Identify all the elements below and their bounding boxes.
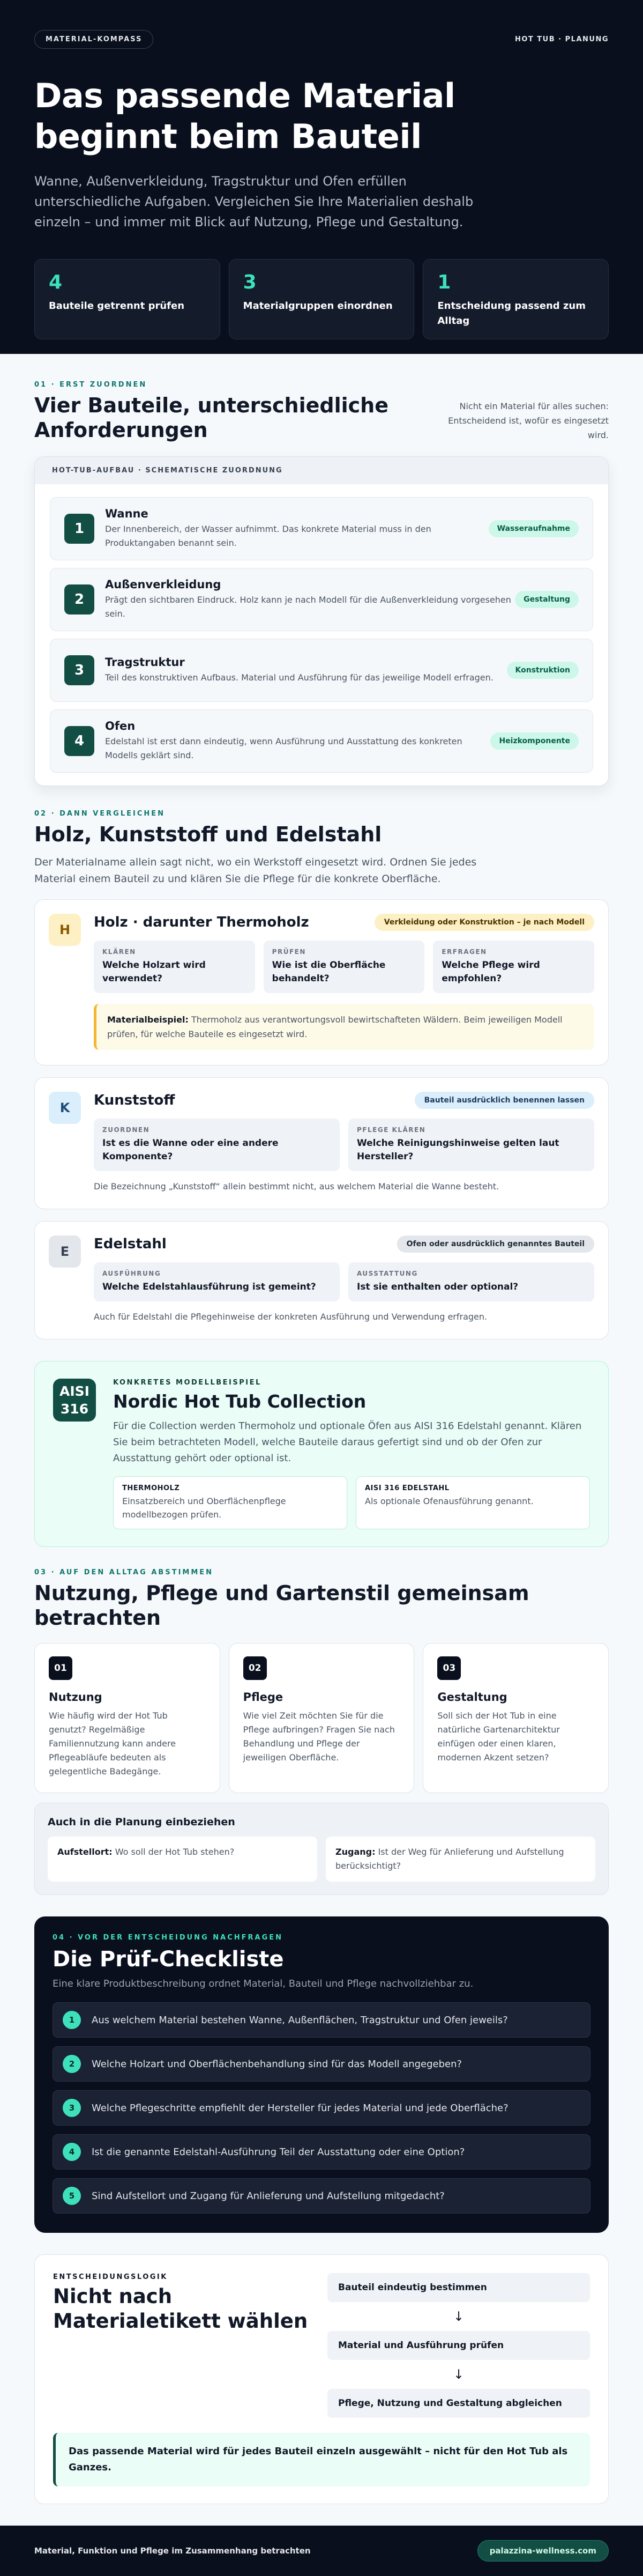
- checklist-item: [53, 2090, 590, 2126]
- checklist-number: 4: [63, 2143, 81, 2161]
- stat-label: Materialgruppen einordnen: [243, 300, 393, 312]
- model-title: Nordic Hot Tub Collection: [113, 1391, 367, 1412]
- components-panel: [34, 456, 609, 786]
- footer-text: Material, Funktion und Pflege im Zusammenhang betrachten: [34, 2546, 311, 2556]
- section-title: Holz, Kunststoff und Edelstahl: [34, 823, 382, 846]
- material-card-steel: [34, 1221, 609, 1339]
- checklist-number: 2: [63, 2055, 81, 2073]
- logic-eyebrow: ENTSCHEIDUNGSLOGIK: [53, 2273, 168, 2281]
- model-badge-line2: 316: [60, 1401, 89, 1417]
- material-name: Kunststoff: [94, 1092, 175, 1108]
- aspect-card: [423, 1643, 609, 1793]
- material-badge: H: [49, 914, 81, 946]
- material-note: Auch für Edelstahl die Pflegehinweise der konkreten Ausführung und Verwendung erfragen.: [94, 1312, 488, 1322]
- aspect-number: 01: [49, 1656, 72, 1680]
- component-desc: Der Innenbereich, der Wasser aufnimmt. Das konkrete Material muss in den Produktangaben benannt sein.: [105, 524, 431, 548]
- footer-domain-link[interactable]: palazzina-wellness.com: [477, 2540, 609, 2562]
- material-badge: E: [49, 1235, 81, 1268]
- component-tag: Konstruktion: [507, 662, 579, 679]
- stat-card: [423, 259, 609, 339]
- section-eyebrow: 01 · ERST ZUORDNEN: [34, 381, 147, 389]
- checklist-number: 5: [63, 2187, 81, 2205]
- material-name: Edelstahl: [94, 1236, 167, 1252]
- model-badge: [53, 1379, 96, 1422]
- section-eyebrow: 02 · DANN VERGLEICHEN: [34, 810, 166, 818]
- question-key: ERFRAGEN: [442, 948, 487, 956]
- model-info-value: Einsatzbereich und Oberflächenpflege modellbezogen prüfen.: [122, 1496, 286, 1520]
- component-row: [50, 497, 593, 560]
- component-tag: Heizkomponente: [490, 732, 579, 750]
- aspect-number: 03: [437, 1656, 461, 1680]
- checklist-item: [53, 2046, 590, 2082]
- question-value: Welche Pflege wird empfohlen?: [442, 960, 540, 984]
- question-value: Welche Edelstahlausführung ist gemeint?: [102, 1282, 316, 1292]
- question-value: Wie ist die Oberfläche behandelt?: [272, 960, 386, 984]
- planning-item-label: Aufstellort:: [57, 1847, 113, 1857]
- checklist-text: Ist die genannte Edelstahl-Ausführung Teil der Ausstattung oder eine Option?: [92, 2146, 465, 2158]
- aspect-text: Wie viel Zeit möchten Sie für die Pflege aufbringen? Fragen Sie nach Behandlung und Pflege der jeweiligen Oberfläche.: [243, 1711, 395, 1763]
- planning-box: [34, 1803, 609, 1895]
- component-desc: Prägt den sichtbaren Eindruck. Holz kann je nach Modell für die Außenverkleidung vorgesehen sein.: [105, 595, 511, 619]
- material-badge: K: [49, 1092, 81, 1124]
- question-box: [348, 1119, 594, 1171]
- section-title: Nutzung, Pflege und Gartenstil gemeinsam betrachten: [34, 1581, 529, 1630]
- material-tag: Ofen oder ausdrücklich genanntes Bauteil: [397, 1235, 594, 1253]
- planning-item-text: Ist der Weg für Anlieferung und Aufstellung berücksichtigt?: [335, 1847, 564, 1871]
- model-info-value: Als optionale Ofenausführung genannt.: [365, 1496, 534, 1506]
- model-badge-line1: AISI: [59, 1383, 89, 1399]
- component-name: Tragstruktur: [105, 656, 185, 669]
- question-key: PFLEGE KLÄREN: [357, 1126, 426, 1134]
- aspect-title: Gestaltung: [437, 1691, 507, 1704]
- section-title: Vier Bauteile, unterschiedliche Anforderungen: [34, 394, 388, 442]
- hero-badge: MATERIAL-KOMPASS: [34, 30, 153, 49]
- material-card-plastic: [34, 1077, 609, 1209]
- hero-tag: HOT TUB · PLANUNG: [514, 35, 609, 43]
- example-label: Materialbeispiel:: [107, 1015, 189, 1025]
- component-name: Wanne: [105, 507, 148, 520]
- section-note: Nicht ein Material für alles suchen: Entscheidend ist, wofür es eingesetzt wird.: [448, 401, 609, 440]
- flow-step: Pflege, Nutzung und Gestaltung abgleichen: [327, 2389, 590, 2418]
- material-example: [94, 1004, 594, 1050]
- component-name: Außenverkleidung: [105, 578, 221, 591]
- question-value: Ist es die Wanne oder eine andere Komponente?: [102, 1138, 279, 1162]
- component-row: [50, 709, 593, 773]
- stat-number: 1: [437, 271, 451, 293]
- planning-item: [326, 1837, 595, 1882]
- checklist-item: [53, 2134, 590, 2170]
- component-tag: Wasseraufnahme: [489, 520, 579, 537]
- question-box: [348, 1262, 594, 1301]
- component-tag: Gestaltung: [515, 591, 579, 608]
- material-name: Holz · darunter Thermoholz: [94, 914, 309, 930]
- stat-card: [229, 259, 415, 339]
- hero-lead: Wanne, Außenverkleidung, Tragstruktur und Ofen erfüllen unterschiedliche Aufgaben. Vergleichen Sie Ihre Materialien deshalb einzeln – und immer mit Blick auf Nutzung, Pflege und Gestaltung.: [34, 174, 474, 230]
- panel-title: HOT-TUB-AUFBAU · SCHEMATISCHE ZUORDNUNG: [35, 457, 608, 484]
- material-tag: Bauteil ausdrücklich benennen lassen: [415, 1092, 594, 1109]
- checklist-text: Sind Aufstellort und Zugang für Anlieferung und Aufstellung mitgedacht?: [92, 2190, 445, 2202]
- material-note: Die Bezeichnung „Kunststoff“ allein bestimmt nicht, aus welchem Material die Wanne besteht.: [94, 1181, 499, 1191]
- checklist-number: 1: [63, 2011, 81, 2029]
- aspect-text: Soll sich der Hot Tub in eine natürliche Gartenarchitektur einfügen oder einen klaren, modernen Akzent setzen?: [437, 1711, 560, 1763]
- question-box: [264, 941, 425, 993]
- question-value: Ist sie enthalten oder optional?: [357, 1282, 519, 1292]
- checklist-eyebrow: 04 · VOR DER ENTSCHEIDUNG NACHFRAGEN: [53, 1934, 283, 1942]
- model-example-card: [34, 1361, 609, 1547]
- checklist-text: Welche Pflegeschritte empfiehlt der Hersteller für jedes Material und jede Oberfläche?: [92, 2102, 509, 2114]
- question-box: [94, 941, 255, 993]
- page-title: Das passende Material beginnt beim Bauteil: [34, 76, 455, 156]
- hero-stats: [34, 259, 609, 339]
- flow-step: Bauteil eindeutig bestimmen: [327, 2273, 590, 2302]
- section-text: Der Materialname allein sagt nicht, wo ein Werkstoff eingesetzt wird. Ordnen Sie jedes Material einem Bauteil zu und klären Sie die Pflege für die konkrete Oberfläche.: [34, 856, 477, 885]
- question-key: AUSFÜHRUNG: [102, 1270, 161, 1277]
- checklist-text: Welche Holzart und Oberflächenbehandlung sind für das Modell angegeben?: [92, 2058, 462, 2070]
- checklist-item: [53, 2002, 590, 2038]
- question-key: PRÜFEN: [272, 948, 306, 956]
- material-tag: Verkleidung oder Konstruktion – je nach Modell: [375, 914, 594, 931]
- checklist-subtitle: Eine klare Produktbeschreibung ordnet Material, Bauteil und Pflege nachvollziehbar zu.: [53, 1978, 474, 1989]
- section-eyebrow: 03 · AUF DEN ALLTAG ABSTIMMEN: [34, 1568, 214, 1576]
- model-info-key: AISI 316 EDELSTAHL: [365, 1484, 450, 1492]
- planning-item-label: Zugang:: [335, 1847, 376, 1857]
- component-number: 4: [64, 726, 94, 756]
- component-row: [50, 568, 593, 631]
- stat-card: [34, 259, 220, 339]
- question-key: ZUORDNEN: [102, 1126, 150, 1134]
- aspect-title: Pflege: [243, 1691, 283, 1704]
- aspect-number: 02: [243, 1656, 267, 1680]
- aspect-title: Nutzung: [49, 1691, 102, 1704]
- checklist-text: Aus welchem Material bestehen Wanne, Außenflächen, Tragstruktur und Ofen jeweils?: [92, 2014, 508, 2026]
- checklist-item: [53, 2178, 590, 2214]
- daily-life-section: [34, 1547, 609, 1895]
- decision-logic-section: [34, 2254, 609, 2504]
- question-box: [94, 1262, 340, 1301]
- component-number: 2: [64, 584, 94, 615]
- component-number: 1: [64, 514, 94, 544]
- planning-title: Auch in die Planung einbeziehen: [48, 1816, 235, 1828]
- model-info-box: [113, 1476, 347, 1529]
- aspect-card: [229, 1643, 415, 1793]
- checklist-title: Die Prüf-Checkliste: [53, 1947, 284, 1972]
- checklist-section: [34, 1916, 609, 2233]
- decision-flow: [327, 2273, 590, 2418]
- model-eyebrow: KONKRETES MODELLBEISPIEL: [113, 1379, 261, 1387]
- stat-label: Bauteile getrennt prüfen: [49, 300, 185, 312]
- question-box: [433, 941, 594, 993]
- flow-step: Material und Ausführung prüfen: [327, 2331, 590, 2360]
- component-row: [50, 639, 593, 702]
- question-key: AUSSTATTUNG: [357, 1270, 418, 1277]
- stat-label: Entscheidung passend zum Alltag: [437, 300, 586, 327]
- component-desc: Teil des konstruktiven Aufbaus. Material und Ausführung für das jeweilige Modell erfragen.: [105, 672, 494, 683]
- component-desc: Edelstahl ist erst dann eindeutig, wenn Ausführung und Ausstattung des konkreten Modells geklärt sind.: [105, 736, 462, 760]
- aspect-card: [34, 1643, 220, 1793]
- components-section: [34, 354, 609, 786]
- material-card-wood: [34, 899, 609, 1065]
- logic-title: Nicht nach Materialetikett wählen: [53, 2285, 308, 2333]
- model-info-box: [356, 1476, 590, 1529]
- planning-item: [48, 1837, 317, 1882]
- question-value: Welche Holzart wird verwendet?: [102, 960, 206, 984]
- arrow-down-icon: ↓: [453, 2309, 465, 2324]
- model-info-key: THERMOHOLZ: [122, 1484, 180, 1492]
- planning-item-text: Wo soll der Hot Tub stehen?: [112, 1847, 235, 1857]
- stat-number: 3: [243, 271, 257, 293]
- logic-conclusion: Das passende Material wird für jedes Bauteil einzeln ausgewählt – nicht für den Hot Tub als Ganzes.: [53, 2433, 590, 2486]
- question-box: [94, 1119, 340, 1171]
- arrow-down-icon: ↓: [453, 2367, 465, 2382]
- stat-number: 4: [49, 271, 63, 293]
- component-number: 3: [64, 655, 94, 685]
- hero-section: [0, 0, 643, 354]
- question-key: KLÄREN: [102, 948, 136, 956]
- aspect-text: Wie häufig wird der Hot Tub genutzt? Regelmäßige Familiennutzung kann andere Pflegeabläufe bedeuten als gelegentliche Badegänge.: [49, 1711, 176, 1776]
- footer: [0, 2526, 643, 2576]
- question-value: Welche Reinigungshinweise gelten laut Hersteller?: [357, 1138, 559, 1162]
- materials-section: [34, 786, 609, 1339]
- component-name: Ofen: [105, 720, 136, 732]
- model-text: Für die Collection werden Thermoholz und optionale Öfen aus AISI 316 Edelstahl genannt. Klären Sie beim betrachteten Modell, welche Bauteile daraus gefertigt sind und ob der Ofen zur Ausstattung gehört oder optional ist.: [113, 1420, 582, 1464]
- checklist-number: 3: [63, 2099, 81, 2117]
- example-text: Thermoholz aus verantwortungsvoll bewirtschafteten Wäldern. Beim jeweiligen Modell prüfen, für welche Bauteile es eingesetzt wird.: [107, 1015, 563, 1039]
